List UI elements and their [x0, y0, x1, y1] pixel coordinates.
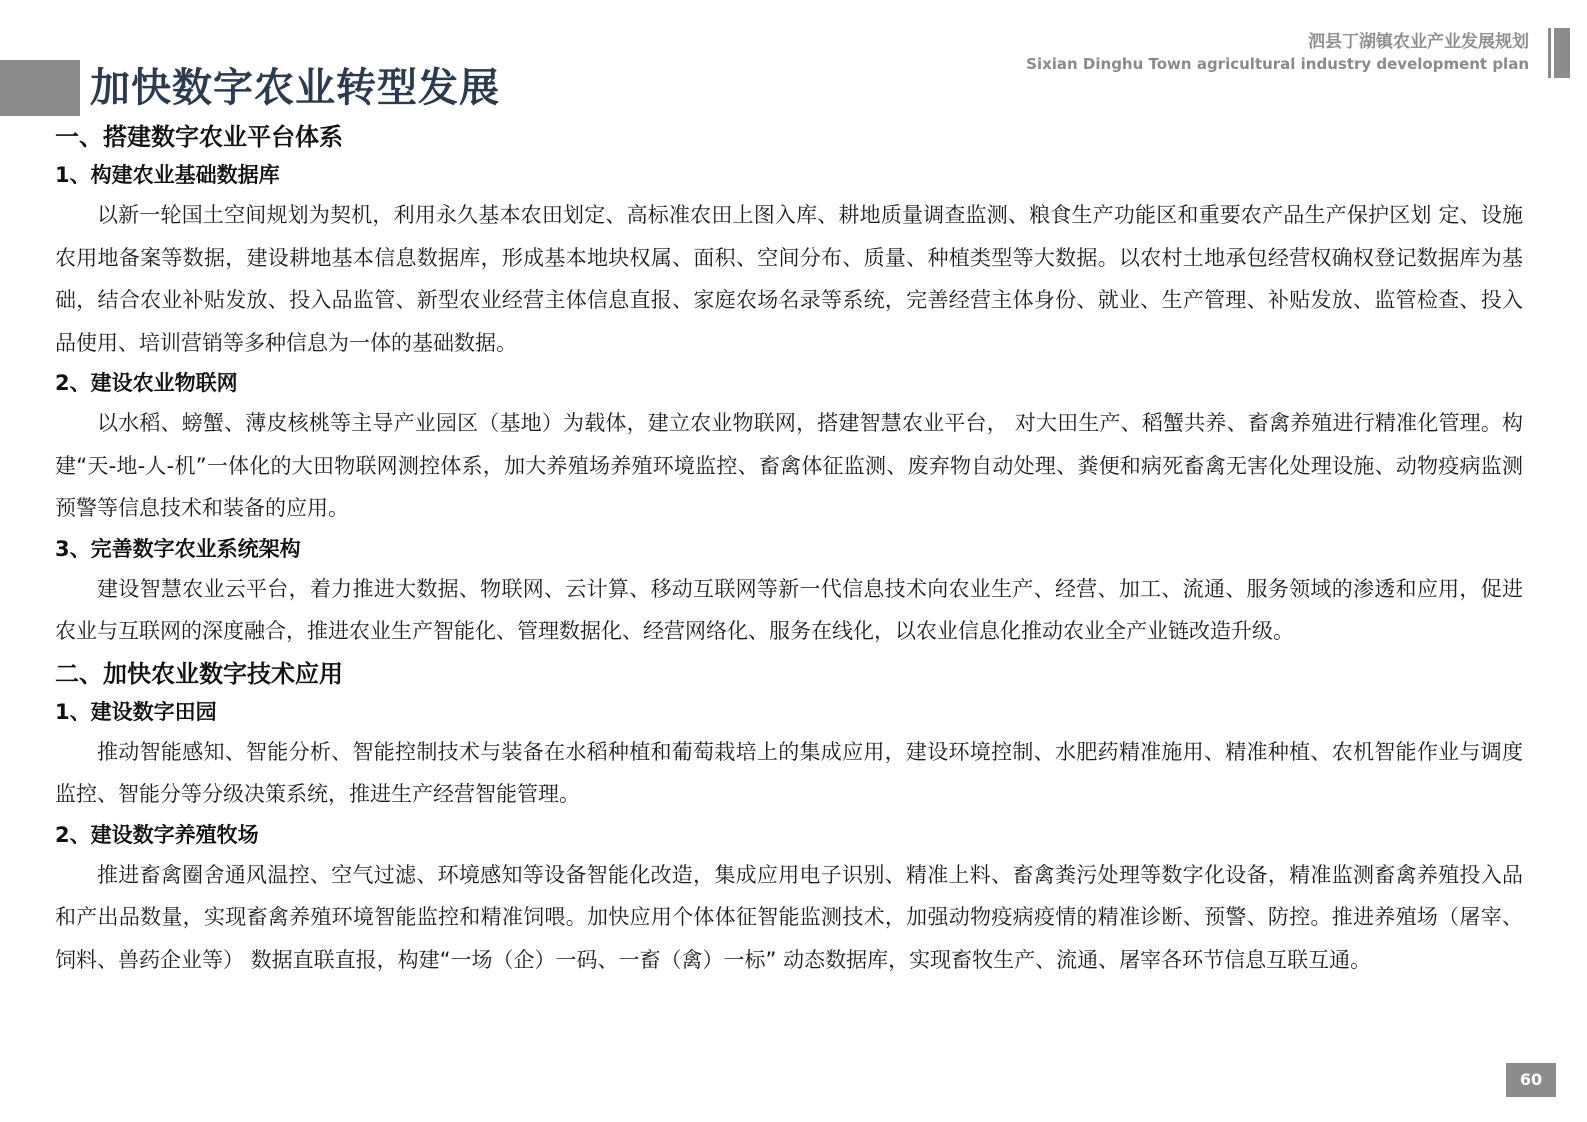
paragraph: 建设智慧农业云平台，着力推进大数据、物联网、云计算、移动互联网等新一代信息技术向农业生产、经营、加工、流通、服务领域的渗透和应用，促进农业与互联网的深度融合，推进农业生产智能化、管理数据化、经营网络化、服务在线化，以农业信息化推动农业全产业链改造升级。 [55, 576, 1523, 643]
subsection-title: 1、建设数字田园 [55, 699, 217, 724]
paragraph: 以新一轮国土空间规划为契机，利用永久基本农田划定、高标准农田上图入库、耕地质量调查监测、粮食生产功能区和重要农产品生产保护区划 定、设施农用地备案等数据，建设耕地基本信息数据库，形成基本地块权属、面积、空间分布、质量、种植类型等大数据。以农村土地承包经营权确权登记数据库为基础，结合农业补贴发放、投入品监管、新型农业经营主体信息直报、家庭农场名录等系统，完善经营主体身份、就业、生产管理、补贴发放、监管检查、投入品使用、培训营销等多种信息为一体的基础数据。 [55, 203, 1523, 355]
section-title: 一、搭建数字农业平台体系 [55, 123, 343, 151]
subsection-title: 2、建设数字养殖牧场 [55, 822, 259, 847]
subsection-title: 1、构建农业基础数据库 [55, 163, 280, 187]
page-number: 60 [1506, 1063, 1556, 1097]
document-header [1026, 30, 1529, 74]
header-title-cn: 泗县丁湖镇农业产业发展规划 [1308, 32, 1529, 52]
subsection-title: 3、完善数字农业系统架构 [55, 536, 301, 561]
paragraph: 推进畜禽圈舍通风温控、空气过滤、环境感知等设备智能化改造，集成应用电子识别、精准上料、畜禽粪污处理等数字化设备，精准监测畜禽养殖投入品和产出品数量，实现畜禽养殖环境智能监控和精准饲喂。加快应用个体体征智能监测技术，加强动物疫病疫情的精准诊断、预警、防控。推进养殖场（屠宰、饲料、兽药企业等） 数据直联直报，构建“一场（企）一码、一畜（禽）一标” 动态数据库，实现畜牧生产、流通、屠宰各环节信息互联互通。 [55, 862, 1523, 972]
page-content [55, 118, 1523, 981]
section-2 [55, 657, 1523, 982]
title-accent-block [0, 60, 80, 116]
section-1 [55, 120, 1523, 653]
header-title-en: Sixian Dinghu Town agricultural industry development plan [1026, 55, 1529, 73]
page-title: 加快数字农业转型发展 [90, 65, 500, 111]
section-title: 二、加快农业数字技术应用 [55, 659, 343, 688]
paragraph: 以水稻、螃蟹、薄皮核桃等主导产业园区（基地）为载体，建立农业物联网，搭建智慧农业平台， 对大田生产、稻蟹共养、畜禽养殖进行精准化管理。构建“天-地-人-机”一体化的大田物联网测控体系，加大养殖场养殖环境监控、畜禽体征监测、废弃物自动处理、粪便和病死畜禽无害化处理设施、动物疫病监测预警等信息技术和装备的应用。 [55, 411, 1523, 520]
header-accent-bar [1551, 28, 1570, 78]
paragraph: 推动智能感知、智能分析、智能控制技术与装备在水稻种植和葡萄栽培上的集成应用，建设环境控制、水肥药精准施用、精准种植、农机智能作业与调度监控、智能分等分级决策系统，推进生产经营智能管理。 [55, 739, 1523, 806]
subsection-title: 2、建设农业物联网 [55, 371, 238, 395]
